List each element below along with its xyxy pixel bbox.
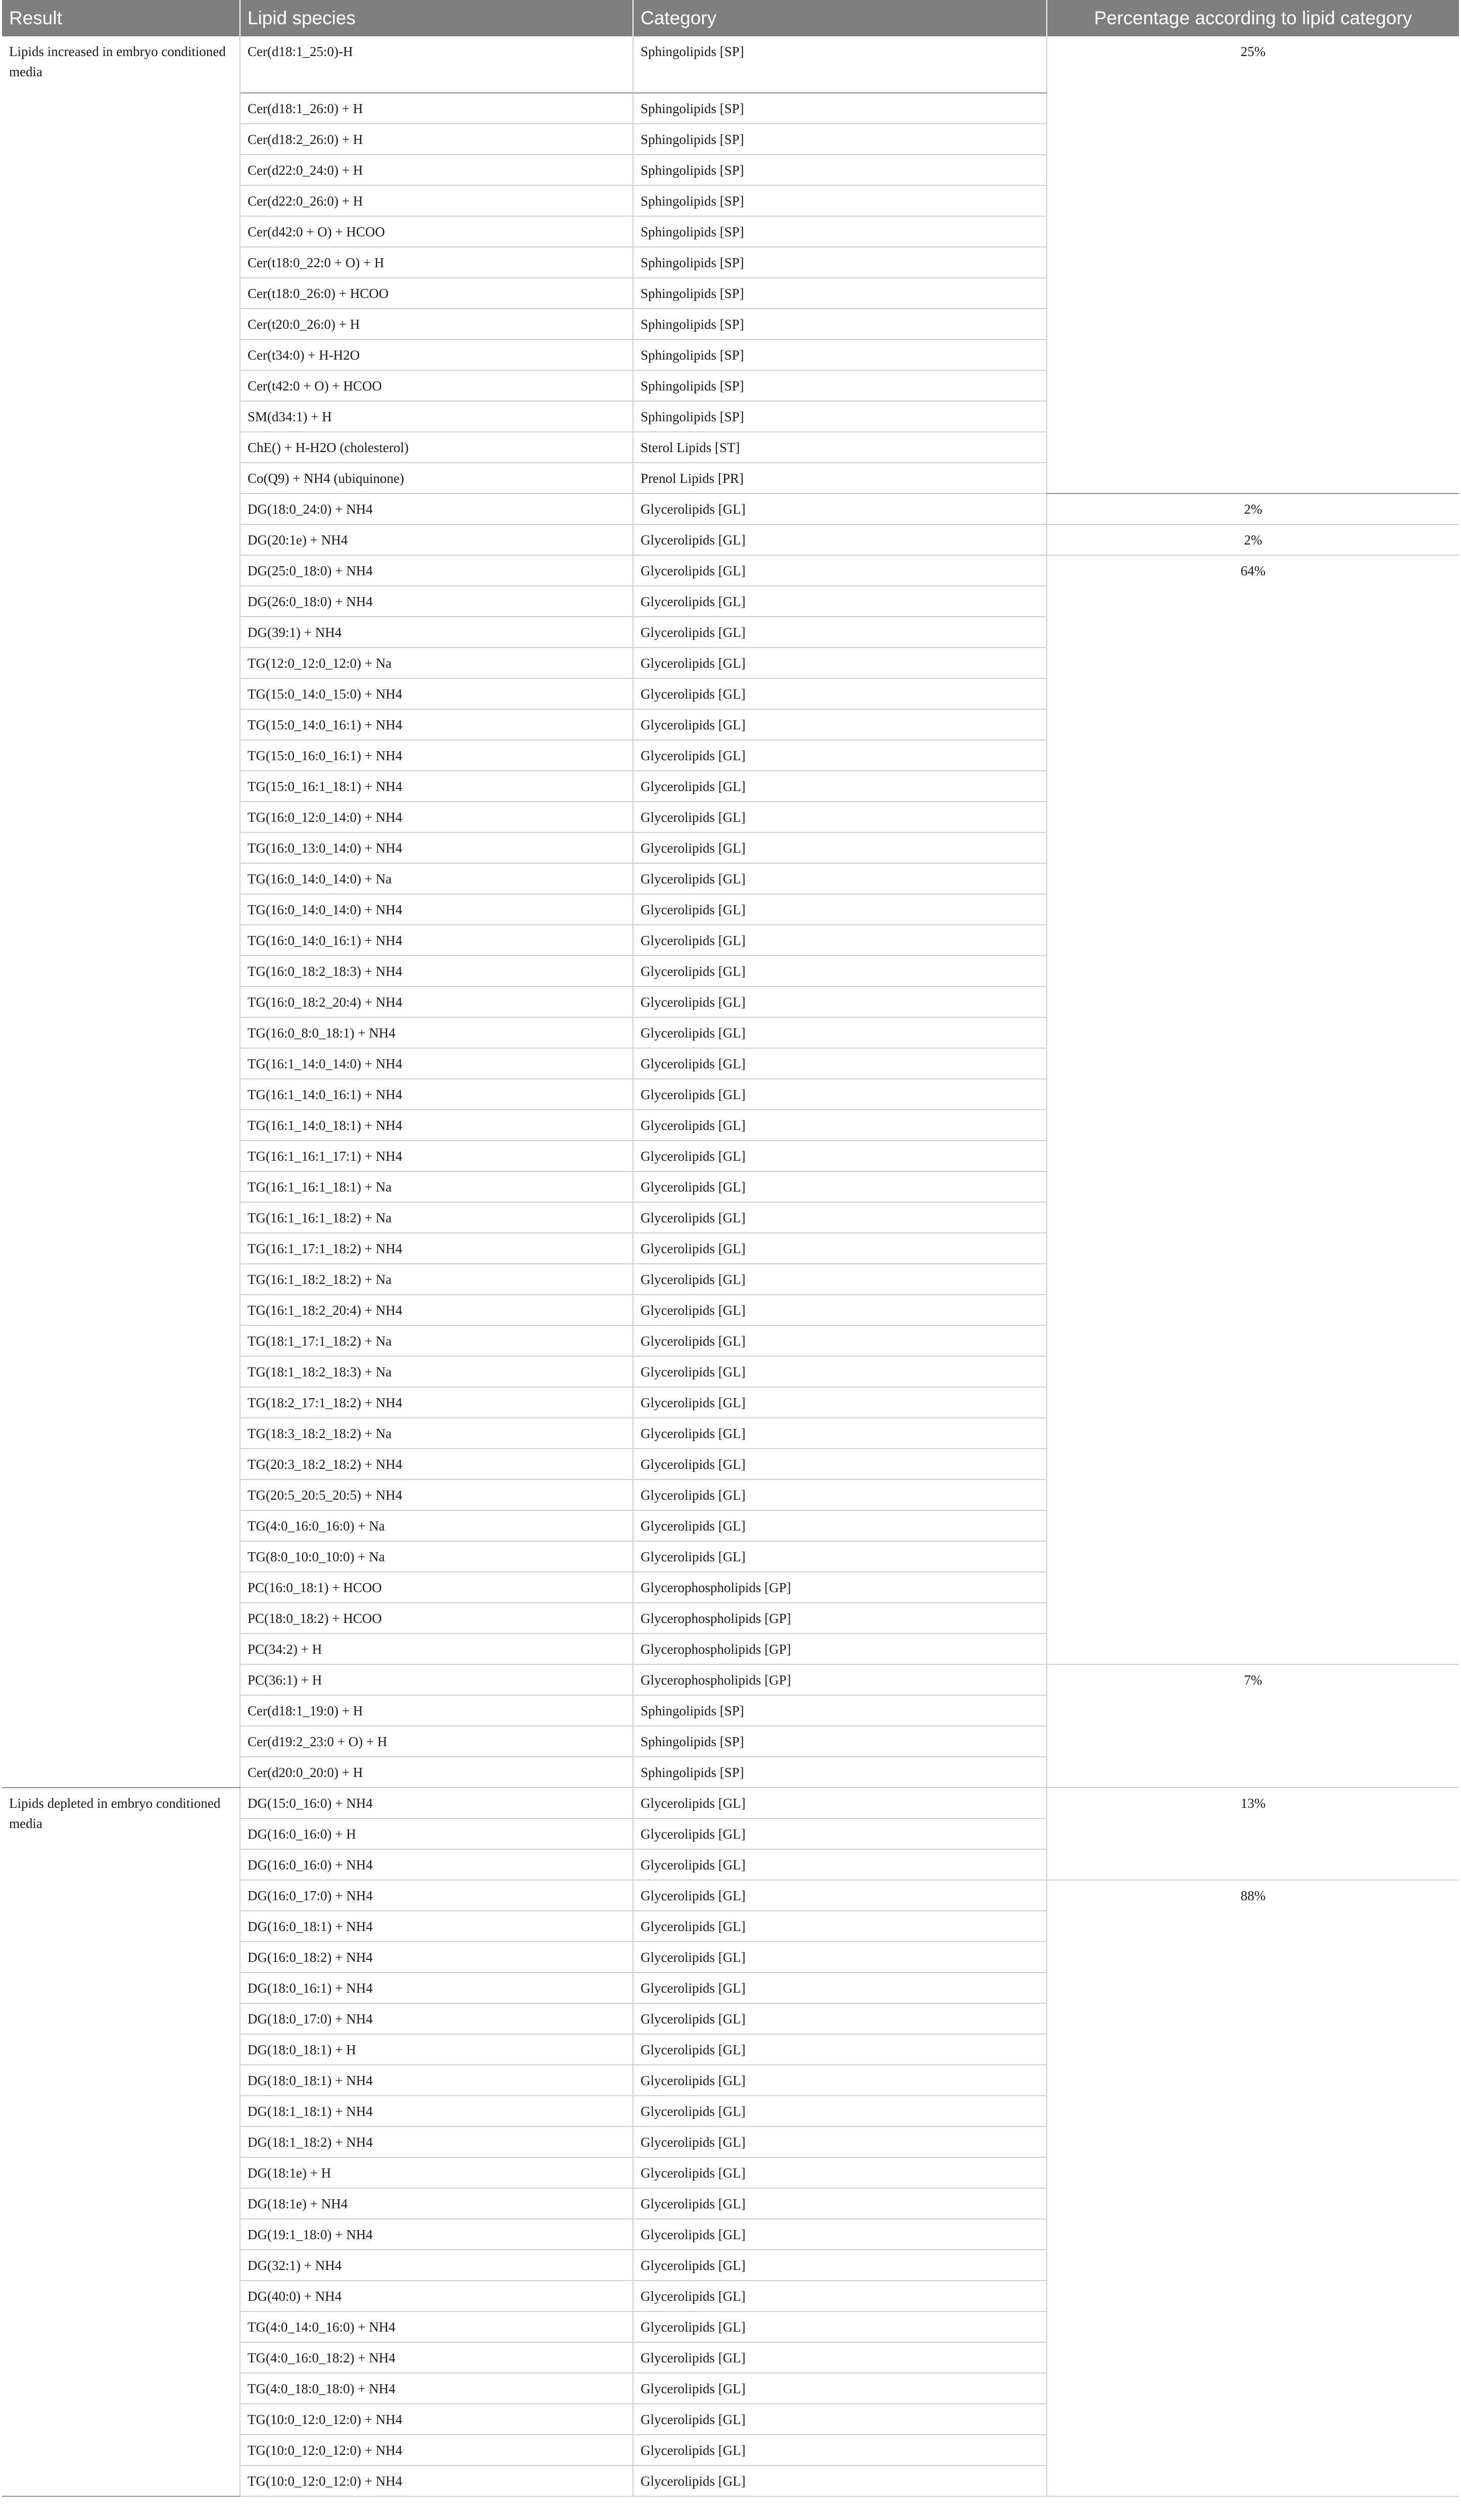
category-cell: Glycerolipids [GL] [633,2127,1047,2157]
lipid-species-cell: PC(18:0_18:2) + HCOO [240,1603,633,1634]
category-cell: Glycerolipids [GL] [633,2342,1047,2373]
category-cell: Sterol Lipids [ST] [633,432,1047,463]
lipid-species-cell: TG(16:1_14:0_14:0) + NH4 [240,1048,633,1079]
percentage-cell: 7% [1047,1664,1459,1788]
category-cell: Sphingolipids [SP] [633,278,1047,309]
lipid-species-cell: DG(18:0_17:0) + NH4 [240,2003,633,2034]
category-cell: Sphingolipids [SP] [633,1726,1047,1757]
category-cell: Glycerolipids [GL] [633,1079,1047,1110]
category-cell: Glycerolipids [GL] [633,1849,1047,1880]
table-header-row [2,0,1459,36]
lipid-species-cell: ChE() + H-H2O (cholesterol) [240,432,633,463]
lipid-species-cell: DG(16:0_16:0) + H [240,1818,633,1849]
category-cell: Glycerolipids [GL] [633,1510,1047,1541]
category-cell: Glycerolipids [GL] [633,1325,1047,1356]
lipid-species-cell: TG(16:0_18:2_18:3) + NH4 [240,956,633,986]
lipid-species-cell: TG(18:1_17:1_18:2) + Na [240,1325,633,1356]
lipid-species-cell: TG(8:0_10:0_10:0) + Na [240,1541,633,1572]
lipid-species-cell: TG(10:0_12:0_12:0) + NH4 [240,2435,633,2465]
category-cell: Glycerolipids [GL] [633,986,1047,1017]
lipid-species-cell: TG(16:0_14:0_14:0) + NH4 [240,894,633,925]
lipid-species-cell: TG(15:0_14:0_15:0) + NH4 [240,678,633,709]
lipid-species-cell: Cer(d18:1_26:0) + H [240,93,633,124]
category-cell: Glycerolipids [GL] [633,2250,1047,2281]
category-cell: Glycerolipids [GL] [633,2404,1047,2435]
category-cell: Glycerolipids [GL] [633,1449,1047,1479]
lipid-species-cell: TG(16:0_13:0_14:0) + NH4 [240,832,633,863]
category-cell: Glycerolipids [GL] [633,2157,1047,2188]
lipid-species-cell: TG(4:0_18:0_18:0) + NH4 [240,2373,633,2404]
header-lipid-species: Lipid species [240,0,633,36]
category-cell: Glycerolipids [GL] [633,493,1047,524]
category-cell: Glycerolipids [GL] [633,1202,1047,1233]
lipid-species-cell: DG(16:0_17:0) + NH4 [240,1880,633,1911]
percentage-cell: 2% [1047,524,1459,555]
lipid-species-cell: Cer(d18:2_26:0) + H [240,124,633,155]
lipid-species-cell: Cer(t20:0_26:0) + H [240,309,633,339]
category-cell: Glycerolipids [GL] [633,648,1047,678]
category-cell: Glycerolipids [GL] [633,1356,1047,1387]
lipid-species-cell: DG(20:1e) + NH4 [240,524,633,555]
category-cell: Glycerolipids [GL] [633,617,1047,648]
lipid-species-cell: Cer(t18:0_22:0 + O) + H [240,247,633,278]
header-category: Category [633,0,1047,36]
lipid-species-cell: DG(26:0_18:0) + NH4 [240,586,633,617]
category-cell: Glycerolipids [GL] [633,1942,1047,1972]
category-cell: Glycerolipids [GL] [633,2065,1047,2096]
category-cell: Glycerolipids [GL] [633,2281,1047,2311]
lipid-species-cell: Cer(d18:1_25:0)-H [240,36,633,93]
category-cell: Glycerolipids [GL] [633,832,1047,863]
category-cell: Glycerolipids [GL] [633,1171,1047,1202]
lipid-species-cell: TG(15:0_16:1_18:1) + NH4 [240,771,633,802]
lipid-species-cell: TG(18:2_17:1_18:2) + NH4 [240,1387,633,1418]
table-body [2,36,1459,2496]
lipid-species-cell: SM(d34:1) + H [240,401,633,432]
lipid-species-cell: TG(20:3_18:2_18:2) + NH4 [240,1449,633,1479]
lipid-species-cell: TG(16:1_14:0_16:1) + NH4 [240,1079,633,1110]
lipid-species-cell: PC(16:0_18:1) + HCOO [240,1572,633,1603]
category-cell: Sphingolipids [SP] [633,216,1047,247]
lipid-species-cell: PC(36:1) + H [240,1664,633,1695]
lipid-species-cell: TG(16:0_12:0_14:0) + NH4 [240,802,633,832]
lipid-species-cell: Cer(t34:0) + H-H2O [240,339,633,370]
lipid-species-cell: TG(18:1_18:2_18:3) + Na [240,1356,633,1387]
lipid-species-cell: TG(15:0_16:0_16:1) + NH4 [240,740,633,771]
category-cell: Sphingolipids [SP] [633,309,1047,339]
lipid-species-cell: DG(16:0_18:1) + NH4 [240,1911,633,1942]
lipid-species-cell: TG(16:1_16:1_18:2) + Na [240,1202,633,1233]
category-cell: Prenol Lipids [PR] [633,463,1047,493]
category-cell: Glycerolipids [GL] [633,1264,1047,1295]
category-cell: Glycerophospholipids [GP] [633,1603,1047,1634]
lipid-species-cell: TG(4:0_16:0_18:2) + NH4 [240,2342,633,2373]
lipid-species-cell: TG(20:5_20:5_20:5) + NH4 [240,1479,633,1510]
lipid-species-cell: TG(4:0_14:0_16:0) + NH4 [240,2311,633,2342]
table-row [2,1788,1459,1818]
lipid-species-cell: PC(34:2) + H [240,1634,633,1664]
lipid-table [2,0,1459,2497]
lipid-species-cell: TG(16:1_18:2_20:4) + NH4 [240,1295,633,1325]
category-cell: Glycerolipids [GL] [633,1479,1047,1510]
lipid-species-cell: TG(16:1_17:1_18:2) + NH4 [240,1233,633,1264]
lipid-species-cell: Co(Q9) + NH4 (ubiquinone) [240,463,633,493]
header-percentage: Percentage according to lipid category [1047,0,1459,36]
category-cell: Sphingolipids [SP] [633,1757,1047,1788]
lipid-species-cell: TG(10:0_12:0_12:0) + NH4 [240,2404,633,2435]
lipid-species-cell: DG(16:0_18:2) + NH4 [240,1942,633,1972]
lipid-species-cell: TG(15:0_14:0_16:1) + NH4 [240,709,633,740]
lipid-species-cell: TG(16:1_16:1_17:1) + NH4 [240,1141,633,1171]
category-cell: Sphingolipids [SP] [633,247,1047,278]
lipid-species-cell: TG(10:0_12:0_12:0) + NH4 [240,2465,633,2496]
lipid-species-cell: DG(18:1_18:1) + NH4 [240,2096,633,2127]
category-cell: Glycerolipids [GL] [633,956,1047,986]
percentage-cell: 64% [1047,555,1459,1664]
result-group-cell: Lipids increased in embryo conditioned media [2,36,240,1788]
lipid-species-cell: DG(25:0_18:0) + NH4 [240,555,633,586]
percentage-cell: 2% [1047,493,1459,524]
category-cell: Glycerolipids [GL] [633,1972,1047,2003]
category-cell: Glycerolipids [GL] [633,2311,1047,2342]
category-cell: Glycerolipids [GL] [633,2373,1047,2404]
category-cell: Glycerolipids [GL] [633,709,1047,740]
lipid-species-cell: DG(18:1e) + NH4 [240,2188,633,2219]
category-cell: Sphingolipids [SP] [633,124,1047,155]
category-cell: Glycerolipids [GL] [633,1017,1047,1048]
category-cell: Glycerolipids [GL] [633,678,1047,709]
lipid-species-cell: TG(16:1_16:1_18:1) + Na [240,1171,633,1202]
category-cell: Glycerolipids [GL] [633,1141,1047,1171]
category-cell: Glycerolipids [GL] [633,524,1047,555]
lipid-species-cell: TG(16:0_14:0_14:0) + Na [240,863,633,894]
category-cell: Sphingolipids [SP] [633,185,1047,216]
category-cell: Glycerophospholipids [GP] [633,1572,1047,1603]
category-cell: Glycerolipids [GL] [633,802,1047,832]
lipid-species-cell: DG(18:0_16:1) + NH4 [240,1972,633,2003]
category-cell: Glycerolipids [GL] [633,1880,1047,1911]
category-cell: Sphingolipids [SP] [633,155,1047,185]
category-cell: Glycerolipids [GL] [633,925,1047,956]
category-cell: Glycerolipids [GL] [633,2003,1047,2034]
category-cell: Glycerophospholipids [GP] [633,1634,1047,1664]
category-cell: Glycerolipids [GL] [633,1387,1047,1418]
category-cell: Glycerolipids [GL] [633,863,1047,894]
category-cell: Glycerolipids [GL] [633,1541,1047,1572]
result-group-cell: Lipids depleted in embryo conditioned media [2,1788,240,2496]
lipid-species-cell: DG(15:0_16:0) + NH4 [240,1788,633,1818]
category-cell: Glycerolipids [GL] [633,555,1047,586]
category-cell: Glycerolipids [GL] [633,2188,1047,2219]
lipid-species-cell: TG(18:3_18:2_18:2) + Na [240,1418,633,1449]
percentage-cell: 88% [1047,1880,1459,2496]
lipid-species-cell: Cer(t42:0 + O) + HCOO [240,370,633,401]
category-cell: Glycerolipids [GL] [633,2465,1047,2496]
lipid-species-cell: DG(16:0_16:0) + NH4 [240,1849,633,1880]
lipid-species-cell: Cer(d19:2_23:0 + O) + H [240,1726,633,1757]
lipid-species-cell: Cer(d22:0_24:0) + H [240,155,633,185]
category-cell: Sphingolipids [SP] [633,1695,1047,1726]
lipid-species-cell: DG(40:0) + NH4 [240,2281,633,2311]
lipid-species-cell: TG(16:0_18:2_20:4) + NH4 [240,986,633,1017]
lipid-species-cell: DG(18:1e) + H [240,2157,633,2188]
category-cell: Glycerolipids [GL] [633,894,1047,925]
lipid-species-cell: DG(19:1_18:0) + NH4 [240,2219,633,2250]
lipid-species-cell: Cer(d18:1_19:0) + H [240,1695,633,1726]
percentage-cell: 25% [1047,36,1459,493]
header-result: Result [2,0,240,36]
category-cell: Glycerolipids [GL] [633,586,1047,617]
lipid-species-cell: Cer(d22:0_26:0) + H [240,185,633,216]
category-cell: Glycerolipids [GL] [633,1048,1047,1079]
lipid-species-cell: DG(18:0_24:0) + NH4 [240,493,633,524]
lipid-species-cell: Cer(t18:0_26:0) + HCOO [240,278,633,309]
lipid-species-cell: DG(18:0_18:1) + H [240,2034,633,2065]
category-cell: Glycerolipids [GL] [633,2034,1047,2065]
category-cell: Sphingolipids [SP] [633,370,1047,401]
lipid-species-cell: TG(16:0_8:0_18:1) + NH4 [240,1017,633,1048]
lipid-species-cell: Cer(d20:0_20:0) + H [240,1757,633,1788]
category-cell: Glycerolipids [GL] [633,1233,1047,1264]
category-cell: Glycerolipids [GL] [633,1418,1047,1449]
category-cell: Glycerolipids [GL] [633,1295,1047,1325]
category-cell: Glycerolipids [GL] [633,1110,1047,1141]
category-cell: Glycerolipids [GL] [633,2435,1047,2465]
category-cell: Sphingolipids [SP] [633,401,1047,432]
category-cell: Glycerolipids [GL] [633,1818,1047,1849]
category-cell: Glycerolipids [GL] [633,2219,1047,2250]
table-row [2,36,1459,93]
lipid-species-cell: TG(16:0_14:0_16:1) + NH4 [240,925,633,956]
lipid-species-cell: DG(18:0_18:1) + NH4 [240,2065,633,2096]
category-cell: Glycerolipids [GL] [633,2096,1047,2127]
category-cell: Glycerolipids [GL] [633,771,1047,802]
lipid-species-cell: DG(18:1_18:2) + NH4 [240,2127,633,2157]
category-cell: Glycerophospholipids [GP] [633,1664,1047,1695]
category-cell: Glycerolipids [GL] [633,1788,1047,1818]
lipid-species-cell: DG(39:1) + NH4 [240,617,633,648]
lipid-species-cell: TG(16:1_18:2_18:2) + Na [240,1264,633,1295]
lipid-species-cell: Cer(d42:0 + O) + HCOO [240,216,633,247]
percentage-cell: 13% [1047,1788,1459,1880]
lipid-species-cell: TG(4:0_16:0_16:0) + Na [240,1510,633,1541]
lipid-species-cell: TG(12:0_12:0_12:0) + Na [240,648,633,678]
category-cell: Sphingolipids [SP] [633,93,1047,124]
category-cell: Sphingolipids [SP] [633,339,1047,370]
category-cell: Sphingolipids [SP] [633,36,1047,93]
category-cell: Glycerolipids [GL] [633,740,1047,771]
lipid-species-cell: TG(16:1_14:0_18:1) + NH4 [240,1110,633,1141]
category-cell: Glycerolipids [GL] [633,1911,1047,1942]
lipid-species-cell: DG(32:1) + NH4 [240,2250,633,2281]
